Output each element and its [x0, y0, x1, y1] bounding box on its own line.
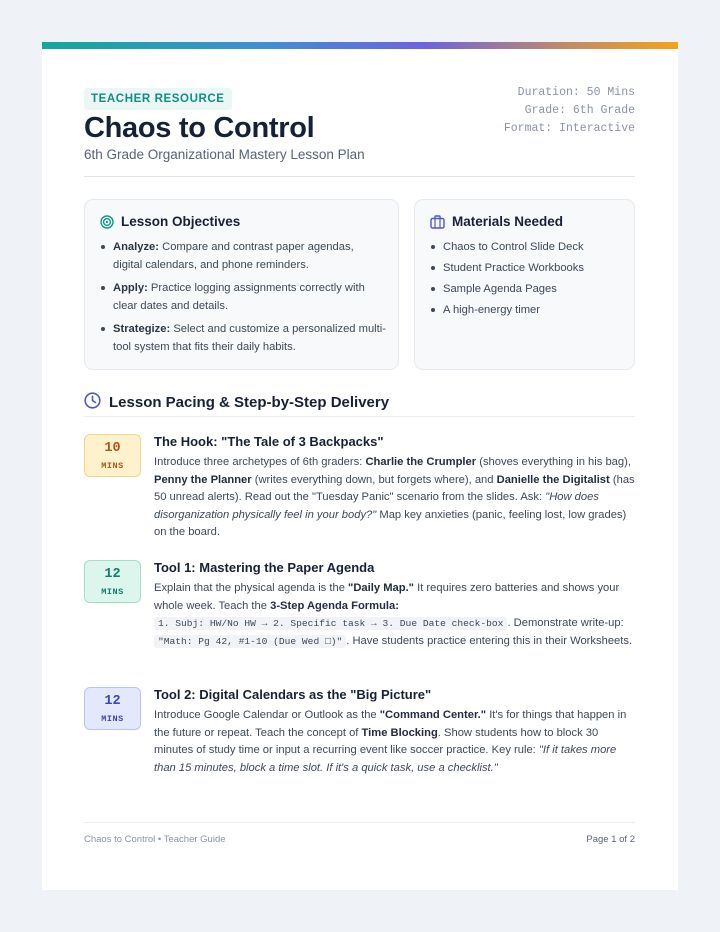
pacing-heading: [84, 392, 389, 413]
objective-text: Select and customize a personalized multi-tool system that fits their daily habits.: [113, 323, 386, 353]
agenda-example-code: "Math: Pg 42, #1-10 (Due Wed □)": [154, 635, 346, 648]
duration-unit: MINS: [101, 714, 124, 724]
objective-label: Strategize:: [113, 323, 171, 335]
emphasis: Time Blocking: [361, 726, 438, 739]
step-title: Tool 2: Digital Calendars as the "Big Picture": [154, 687, 432, 702]
meta-format: Format: Interactive: [503, 122, 635, 135]
text-run: . Show students how to block 30 minutes of study time or input a recurring event like soccer practice. Key rule:: [154, 726, 599, 756]
list-item: [99, 279, 386, 315]
key-rule-quote: "If it takes more than 15 minutes, block a time slot. If it's a quick task, use a checklist.": [154, 744, 617, 774]
header-divider: [84, 176, 635, 177]
step-body: [154, 687, 635, 777]
duration-minutes: 12: [104, 567, 121, 582]
question-quote: "How does disorganization physically feel in your body?": [154, 491, 599, 521]
text-run: Map key anxieties (panic, feeling lost, low grades) on the board.: [154, 508, 627, 538]
target-icon: [100, 215, 114, 229]
pacing-heading-text: Lesson Pacing & Step-by-Step Delivery: [109, 394, 390, 411]
objective-text: Compare and contrast paper agendas, digital calendars, and phone reminders.: [113, 241, 354, 271]
text-run: (shoves everything in his bag),: [476, 456, 631, 468]
materials-heading-text: Materials Needed: [452, 214, 564, 229]
duration-unit: MINS: [101, 587, 124, 597]
agenda-formula-code: 1. Subj: HW/No HW → 2. Specific task → 3. Due Date check-box: [154, 617, 507, 630]
list-item: [99, 238, 386, 274]
list-item: A high-energy timer: [429, 301, 622, 319]
list-item: Chaos to Control Slide Deck: [429, 238, 622, 256]
text-run: . Have students practice entering this in their Worksheets.: [346, 634, 633, 647]
objective-label: Analyze:: [113, 241, 160, 253]
step-description: [154, 454, 635, 542]
meta-duration: Duration: 50 Mins: [517, 86, 635, 99]
resource-badge: TEACHER RESOURCE: [84, 88, 232, 110]
gradient-top-bar: [42, 42, 678, 49]
duration-pill: [84, 560, 141, 603]
objective-text: Practice logging assignments correctly with clear dates and details.: [113, 282, 365, 312]
step-title: Tool 1: Mastering the Paper Agenda: [154, 560, 375, 575]
text-run: (has 50 unread alerts). Read out the "Tuesday Panic" scenario from the slides. Ask:: [154, 473, 635, 503]
step-body: [154, 434, 635, 542]
archetype-name: Danielle the Digitalist: [496, 473, 610, 486]
duration-unit: MINS: [101, 461, 124, 471]
list-item: [99, 320, 386, 356]
meta-grade: Grade: 6th Grade: [524, 104, 635, 117]
list-item: Sample Agenda Pages: [429, 280, 622, 298]
clock-icon: [84, 392, 101, 413]
emphasis: 3-Step Agenda Formula:: [270, 599, 399, 612]
lesson-plan-page: [42, 42, 678, 890]
footer-divider: [84, 822, 635, 823]
text-run: It requires zero batteries and shows your whole week. Teach the: [154, 582, 620, 612]
text-run: Introduce three archetypes of 6th graders:: [154, 456, 366, 468]
objective-label: Apply:: [113, 282, 148, 294]
materials-card: [414, 199, 635, 370]
step-description: [154, 580, 635, 650]
archetype-name: Charlie the Crumpler: [365, 456, 477, 468]
materials-heading: [430, 214, 563, 229]
text-run: . Demonstrate write-up:: [507, 617, 624, 629]
list-item: Student Practice Workbooks: [429, 259, 622, 277]
footer-title: Chaos to Control • Teacher Guide: [84, 834, 226, 845]
objectives-heading-text: Lesson Objectives: [121, 214, 241, 229]
text-run: (writes everything down, but forgets where), and: [251, 473, 497, 486]
archetype-name: Penny the Planner: [154, 473, 252, 486]
emphasis: "Command Center.": [379, 709, 487, 721]
step-description: [154, 707, 635, 777]
objectives-list: [99, 238, 386, 361]
materials-list: [429, 238, 622, 322]
text-run: It's for things that happen in the future or repeat. Teach the concept of: [154, 709, 627, 739]
briefcase-icon: [430, 215, 445, 229]
step-title: The Hook: "The Tale of 3 Backpacks": [154, 434, 384, 449]
page-subtitle: 6th Grade Organizational Mastery Lesson Plan: [84, 147, 365, 162]
objectives-card: [84, 199, 399, 370]
step-body: [154, 560, 635, 650]
emphasis: "Daily Map.": [348, 582, 414, 594]
text-run: Explain that the physical agenda is the: [154, 582, 349, 594]
duration-pill: [84, 687, 141, 730]
duration-minutes: 10: [104, 441, 121, 456]
text-run: Introduce Google Calendar or Outlook as the: [154, 709, 380, 721]
page-number: Page 1 of 2: [586, 834, 635, 845]
page-title: Chaos to Control: [84, 112, 315, 144]
objectives-heading: [100, 214, 240, 229]
lesson-meta: [504, 84, 635, 138]
pacing-divider: [84, 416, 635, 417]
duration-pill: [84, 434, 141, 477]
duration-minutes: 12: [104, 694, 121, 709]
